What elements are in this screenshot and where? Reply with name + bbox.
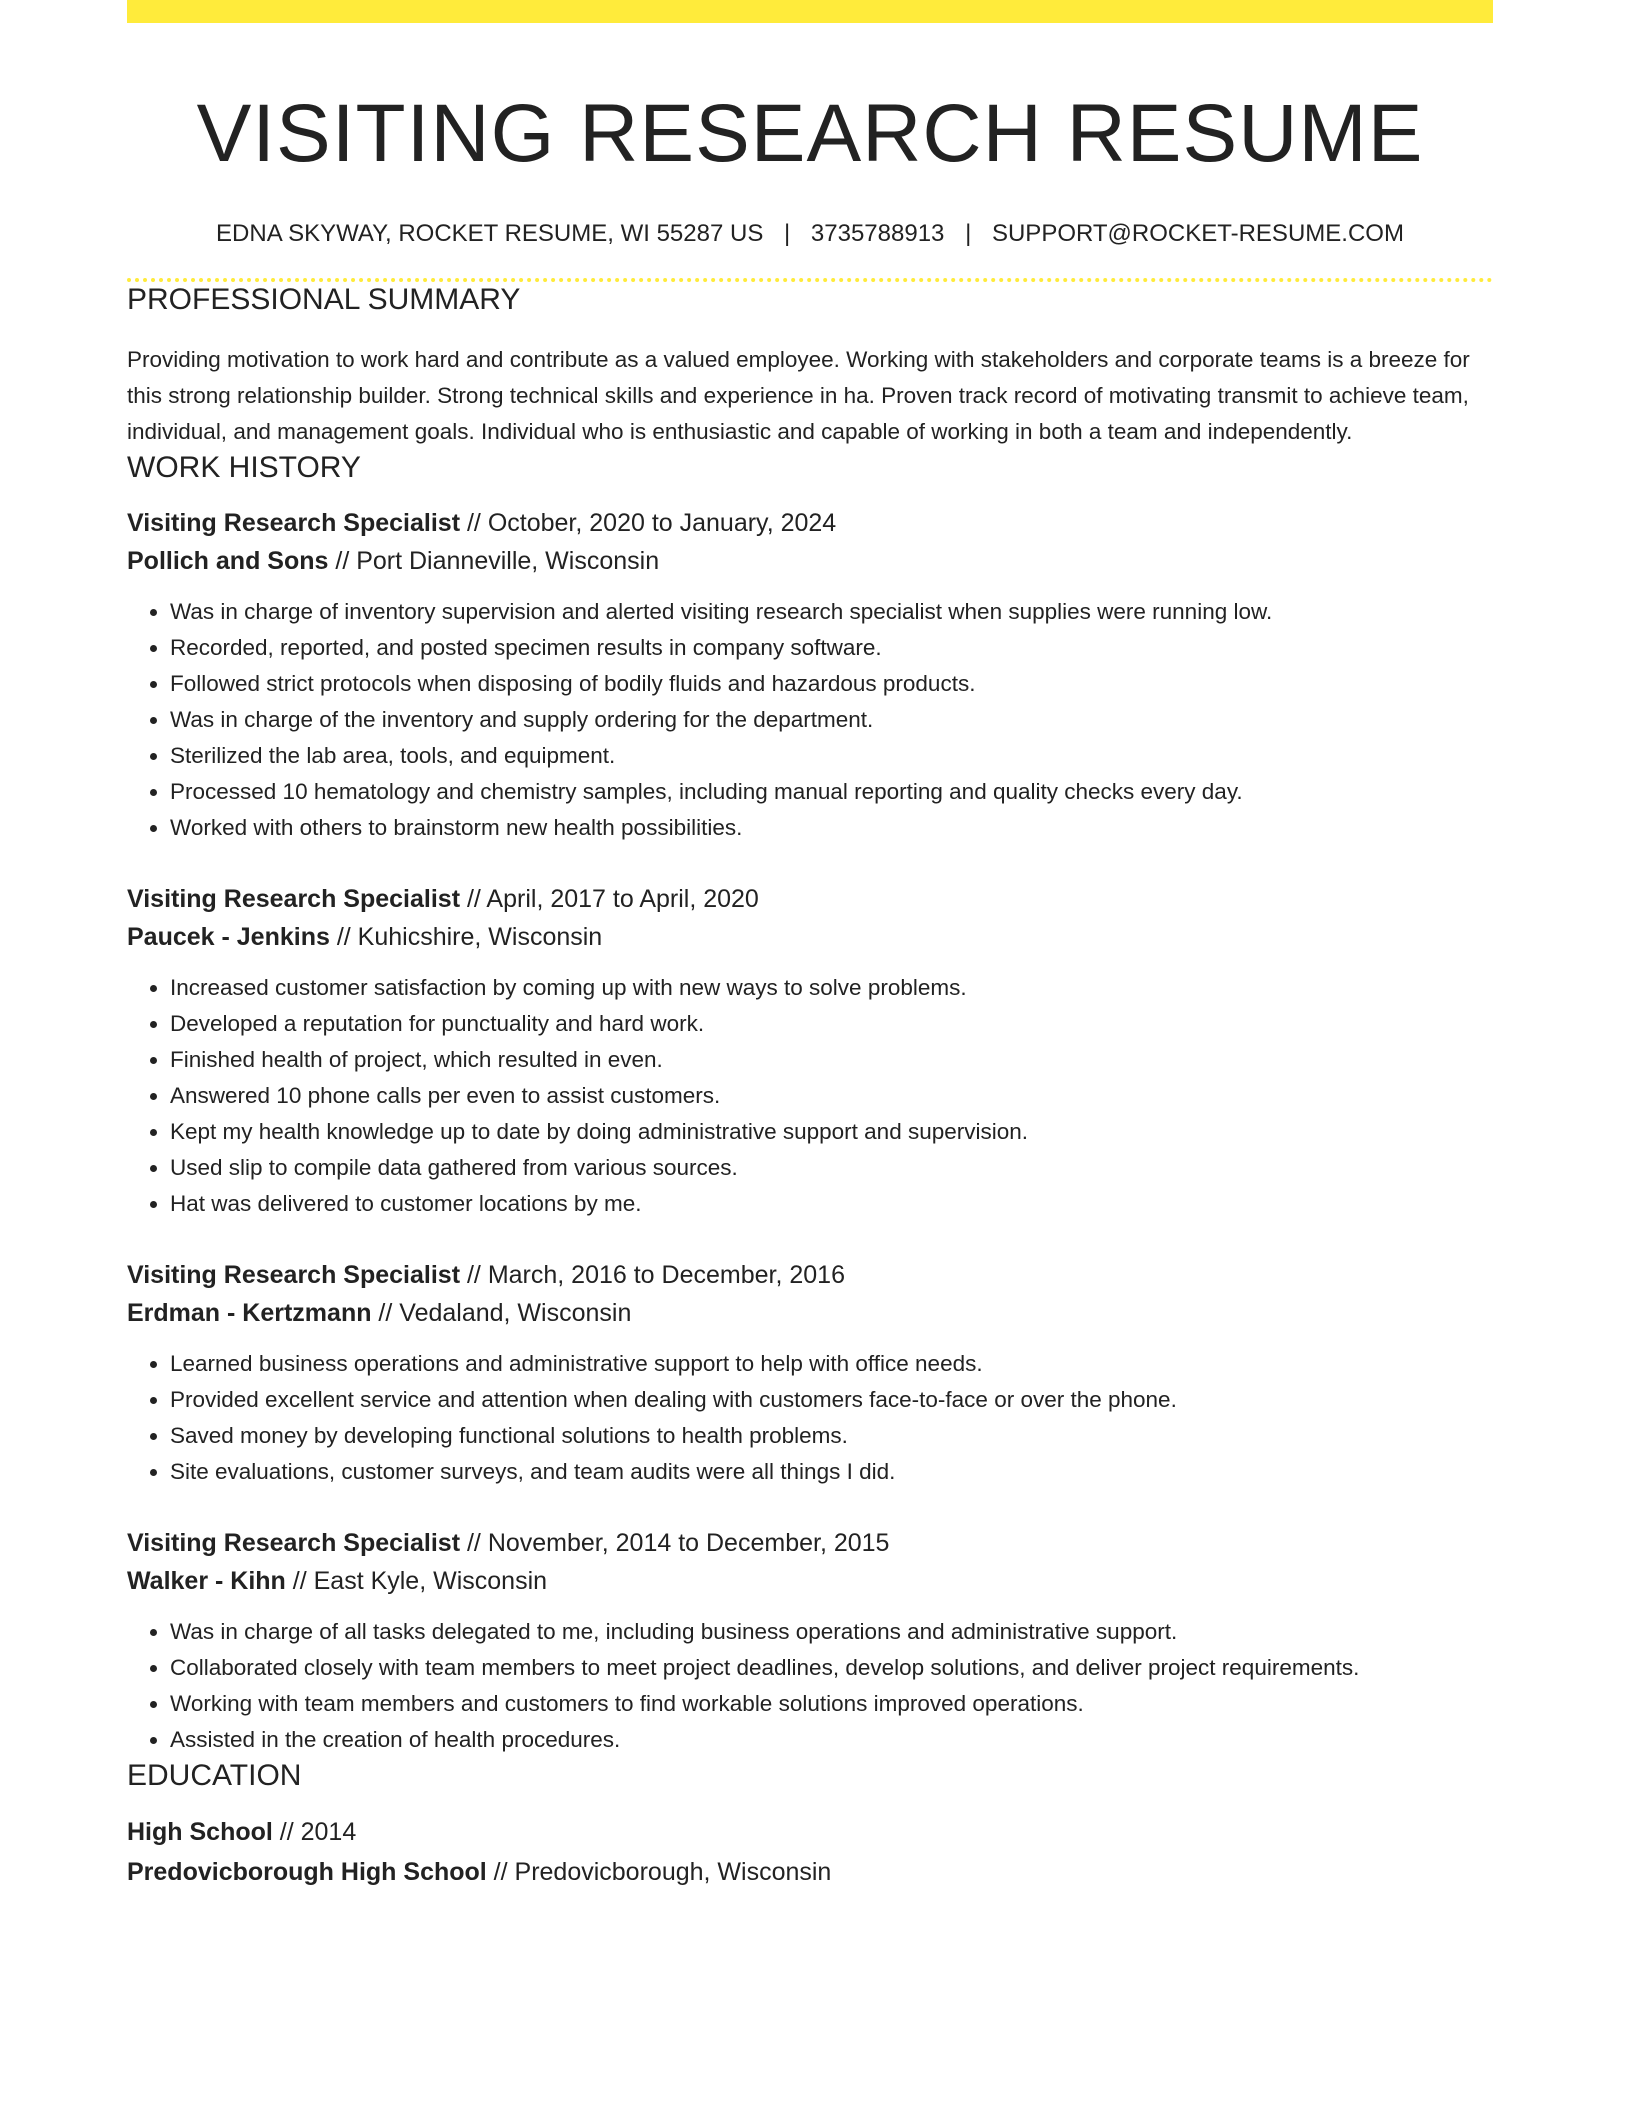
- job-title: Visiting Research Specialist: [127, 509, 461, 538]
- job-bullets: [127, 1614, 1493, 1758]
- job-bullet: • Kept my health knowledge up to date by doing administrative support and supervision.: [170, 1114, 1493, 1150]
- accent-top-bar: [127, 0, 1493, 23]
- job-bullets: [127, 594, 1493, 846]
- job-bullet: • Learned business operations and administrative support to help with office needs.: [170, 1346, 1493, 1382]
- job-bullet: • Answered 10 phone calls per even to assist customers.: [170, 1078, 1493, 1114]
- resume-title: VISITING RESEARCH RESUME: [196, 88, 1424, 179]
- job-bullet: • Working with team members and customers to find workable solutions improved operations.: [170, 1686, 1493, 1722]
- summary-text: Providing motivation to work hard and contribute as a valued employee. Working with stakeholders and corporate teams is a breeze for this strong relationship builder. Strong technical skills and experience in ha. Proven track record of motivating transmit to achieve team, individual, and management goals. Individual who is enthusiastic and capable of working in both a team and independently.: [127, 347, 1470, 445]
- job-entry: [127, 504, 1493, 846]
- job-bullet: • Hat was delivered to customer locations by me.: [170, 1186, 1493, 1222]
- work-history-heading: WORK HISTORY: [127, 451, 361, 485]
- job-company: Walker - Kihn: [127, 1567, 286, 1596]
- job-bullet: • Recorded, reported, and posted specimen results in company software.: [170, 630, 1493, 666]
- job-dates: // April, 2017 to April, 2020: [460, 885, 759, 914]
- education-year: // 2014: [272, 1818, 357, 1847]
- job-dates: // October, 2020 to January, 2024: [460, 509, 837, 538]
- job-company-line: [127, 1294, 1493, 1332]
- contact-separator: |: [784, 220, 791, 248]
- job-bullets: [127, 970, 1493, 1222]
- job-bullet: • Was in charge of the inventory and supply ordering for the department.: [170, 702, 1493, 738]
- job-company: Paucek - Jenkins: [127, 923, 330, 952]
- job-title-line: [127, 1524, 1493, 1562]
- job-dates: // November, 2014 to December, 2015: [460, 1529, 890, 1558]
- resume-content: [127, 0, 1493, 1892]
- education-location: // Predovicborough, Wisconsin: [486, 1858, 832, 1887]
- job-entry: [127, 880, 1493, 1222]
- job-bullet: • Sterilized the lab area, tools, and equipment.: [170, 738, 1493, 774]
- job-bullet: • Site evaluations, customer surveys, and team audits were all things I did.: [170, 1454, 1493, 1490]
- job-location: // Kuhicshire, Wisconsin: [329, 923, 603, 952]
- contact-phone: 3735788913: [810, 220, 945, 248]
- contact-address: EDNA SKYWAY, ROCKET RESUME, WI 55287 US: [216, 220, 764, 248]
- job-bullet: • Processed 10 hematology and chemistry samples, including manual reporting and quality checks every day.: [170, 774, 1493, 810]
- job-bullets: [127, 1346, 1493, 1490]
- job-company-line: [127, 542, 1493, 580]
- job-company-line: [127, 918, 1493, 956]
- education-school-line: [127, 1852, 1493, 1892]
- job-bullet: • Developed a reputation for punctuality and hard work.: [170, 1006, 1493, 1042]
- education-heading: EDUCATION: [127, 1759, 302, 1793]
- job-bullet: • Was in charge of all tasks delegated to me, including business operations and administrative support.: [170, 1614, 1493, 1650]
- job-location: // East Kyle, Wisconsin: [285, 1567, 548, 1596]
- education-degree-line: [127, 1812, 1493, 1852]
- education-degree: High School: [127, 1818, 273, 1847]
- job-bullet: • Used slip to compile data gathered from various sources.: [170, 1150, 1493, 1186]
- job-bullet: • Saved money by developing functional solutions to health problems.: [170, 1418, 1493, 1454]
- job-company: Erdman - Kertzmann: [127, 1299, 372, 1328]
- job-bullet: • Collaborated closely with team members to meet project deadlines, develop solutions, and deliver project requirements.: [170, 1650, 1493, 1686]
- job-entry: [127, 1524, 1493, 1758]
- job-bullet: • Followed strict protocols when disposing of bodily fluids and hazardous products.: [170, 666, 1493, 702]
- job-bullet: • Assisted in the creation of health procedures.: [170, 1722, 1493, 1758]
- job-bullet: • Increased customer satisfaction by coming up with new ways to solve problems.: [170, 970, 1493, 1006]
- job-bullet: • Provided excellent service and attention when dealing with customers face-to-face or over the phone.: [170, 1382, 1493, 1418]
- job-bullet: • Finished health of project, which resulted in even.: [170, 1042, 1493, 1078]
- job-title-line: [127, 880, 1493, 918]
- job-title-line: [127, 1256, 1493, 1294]
- job-bullet: • Was in charge of inventory supervision and alerted visiting research specialist when supplies were running low.: [170, 594, 1493, 630]
- job-entry: [127, 1256, 1493, 1490]
- job-title: Visiting Research Specialist: [127, 1529, 461, 1558]
- job-dates: // March, 2016 to December, 2016: [460, 1261, 845, 1290]
- contact-line: [127, 219, 1493, 249]
- job-location: // Vedaland, Wisconsin: [371, 1299, 632, 1328]
- contact-email: SUPPORT@ROCKET-RESUME.COM: [991, 220, 1404, 248]
- job-title: Visiting Research Specialist: [127, 1261, 461, 1290]
- contact-separator: |: [965, 220, 972, 248]
- job-title-line: [127, 504, 1493, 542]
- job-company-line: [127, 1562, 1493, 1600]
- job-location: // Port Dianneville, Wisconsin: [328, 547, 660, 576]
- job-company: Pollich and Sons: [127, 547, 329, 576]
- education-school: Predovicborough High School: [127, 1858, 487, 1887]
- job-title: Visiting Research Specialist: [127, 885, 461, 914]
- summary-heading: PROFESSIONAL SUMMARY: [127, 283, 521, 317]
- education-entry: [127, 1812, 1493, 1892]
- job-bullet: • Worked with others to brainstorm new health possibilities.: [170, 810, 1493, 846]
